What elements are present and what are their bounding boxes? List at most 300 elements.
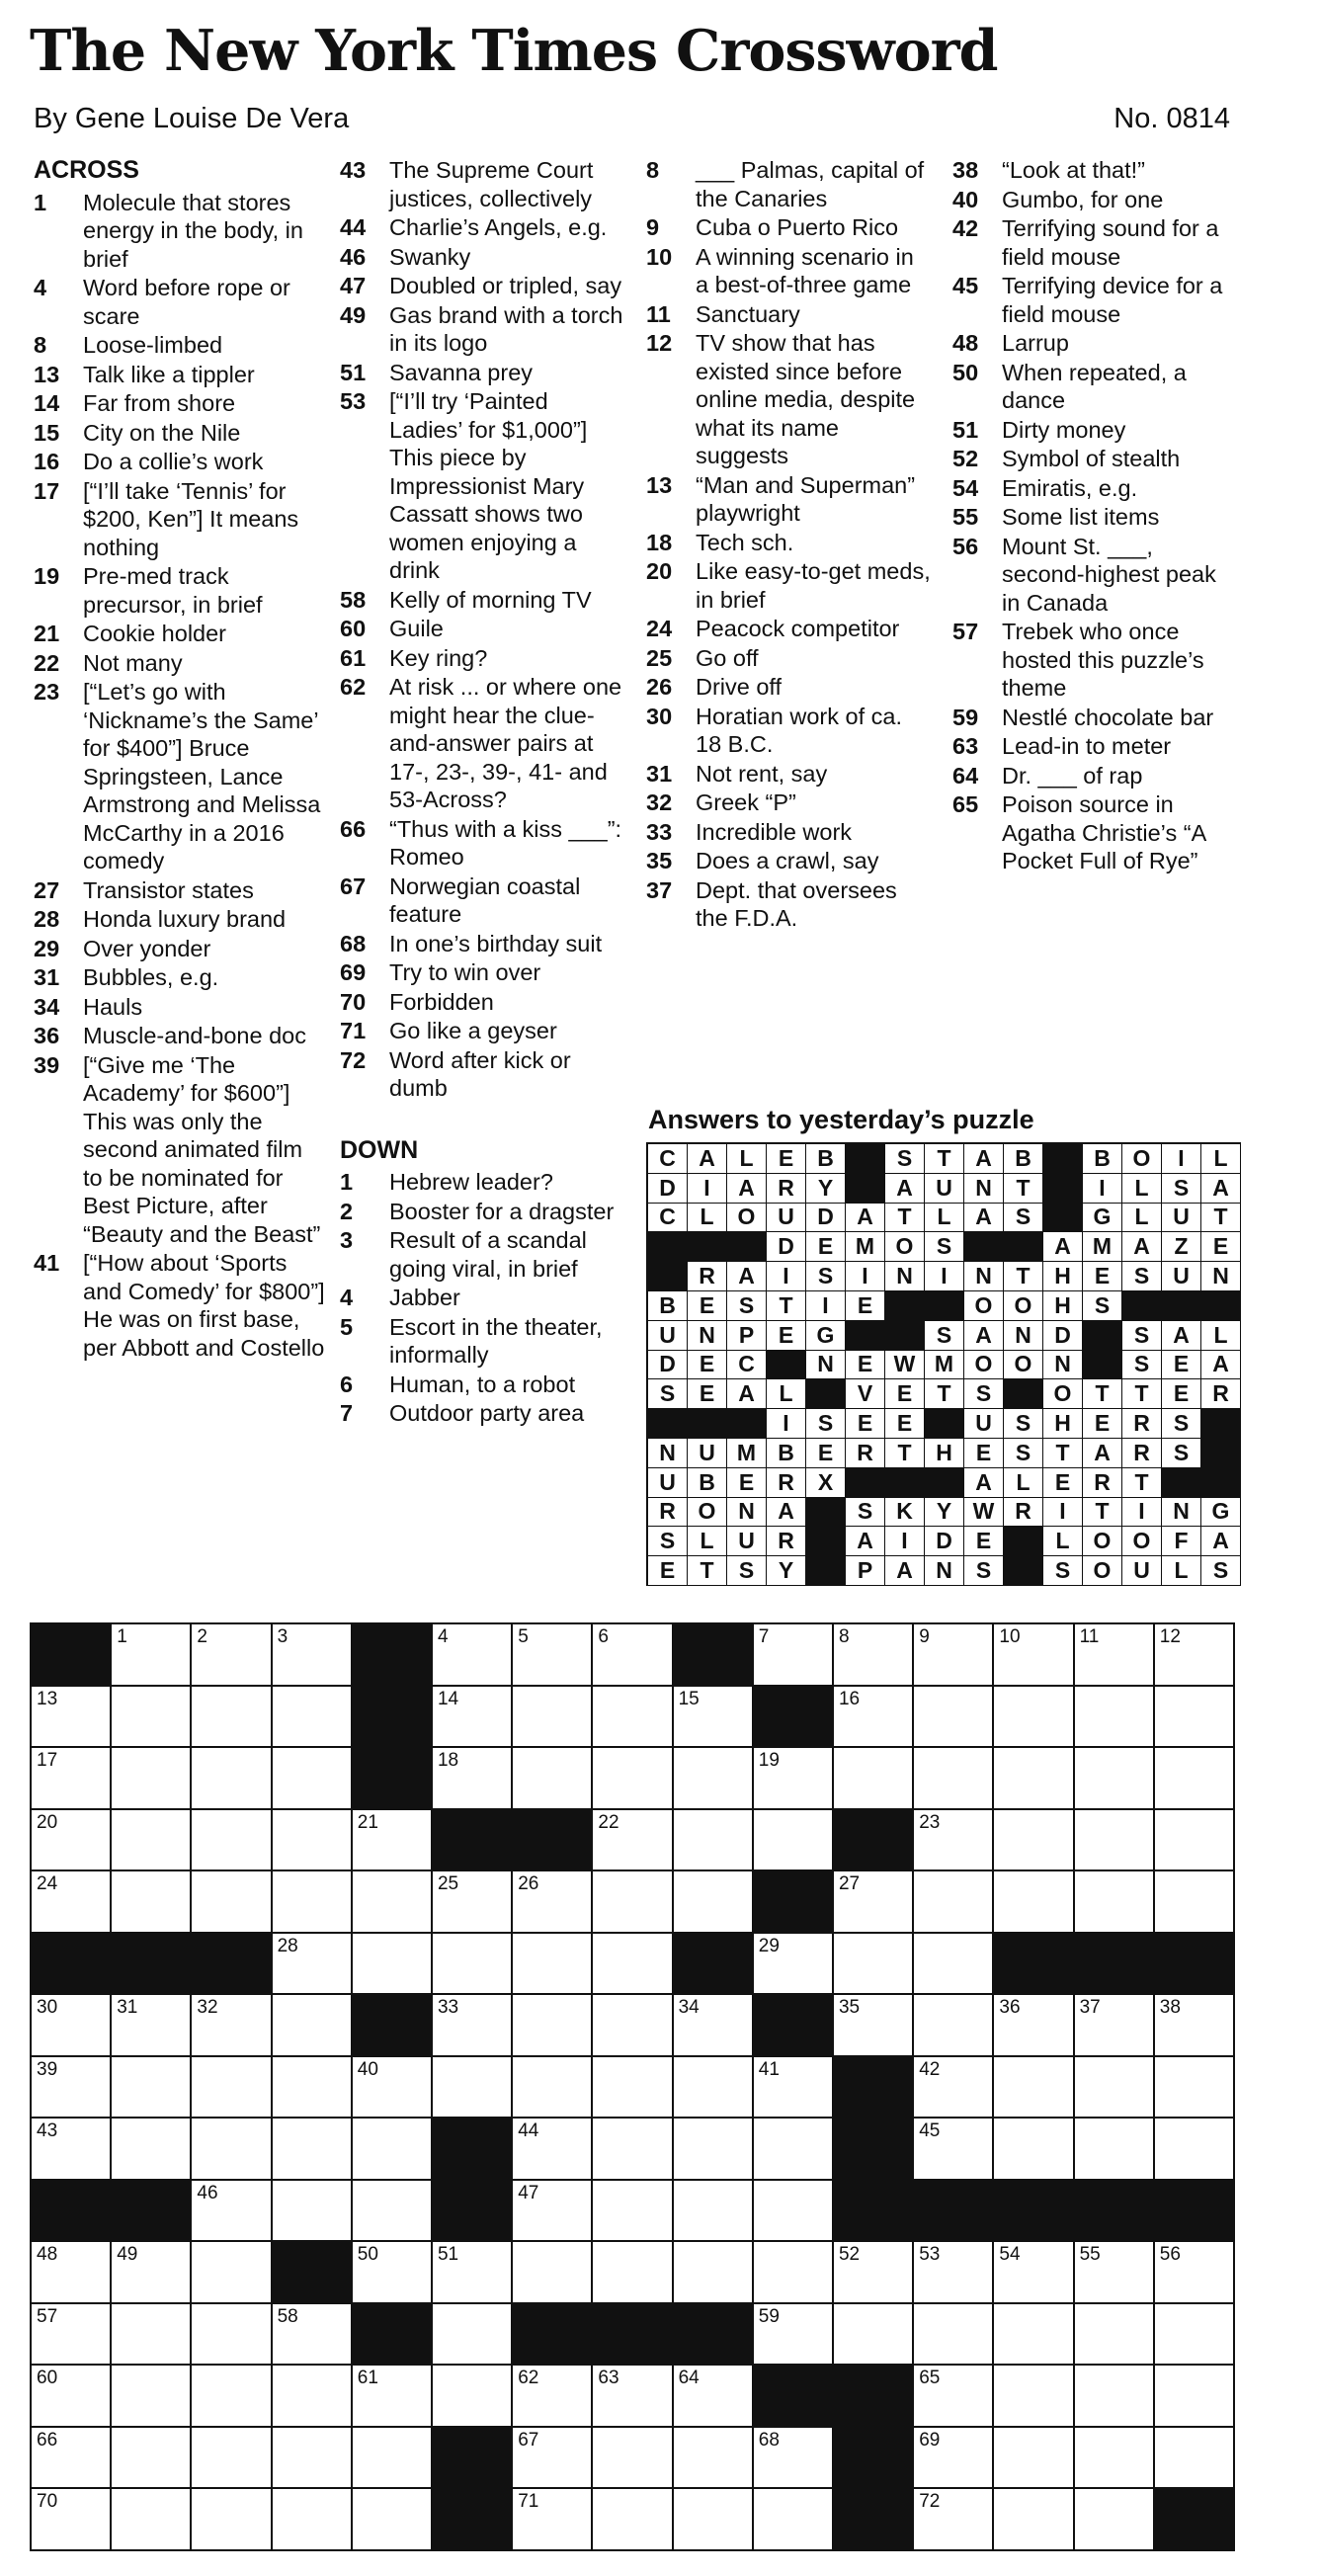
grid-square[interactable] — [834, 2242, 914, 2304]
clue-item — [952, 214, 1239, 271]
answer-letter: R — [767, 1468, 806, 1498]
grid-square[interactable] — [192, 2428, 272, 2490]
grid-square[interactable] — [513, 1687, 593, 1749]
answer-letter: I — [1043, 1498, 1083, 1528]
grid-square[interactable] — [1155, 1871, 1235, 1934]
grid-square[interactable] — [593, 1810, 673, 1872]
clue-number: 21 — [34, 621, 60, 646]
grid-square[interactable] — [513, 1871, 593, 1934]
grid-square[interactable] — [754, 2242, 834, 2304]
grid-square[interactable] — [1155, 1995, 1235, 2057]
grid-square[interactable] — [914, 1995, 994, 2057]
grid-square[interactable] — [1155, 2057, 1235, 2119]
grid-square[interactable] — [513, 2057, 593, 2119]
square-number: 12 — [1159, 1626, 1181, 1647]
square-number: 60 — [37, 2368, 58, 2389]
answer-black-square — [727, 1409, 767, 1439]
grid-square[interactable] — [112, 2428, 192, 2490]
clue-item — [340, 615, 626, 643]
grid-square[interactable] — [593, 2366, 673, 2428]
grid-square[interactable] — [433, 1748, 513, 1810]
grid-square[interactable] — [433, 1871, 513, 1934]
clue-text: Swanky — [389, 243, 471, 270]
grid-square[interactable] — [513, 1934, 593, 1996]
grid-square[interactable] — [353, 2489, 433, 2551]
answer-letter: U — [648, 1321, 688, 1351]
grid-square[interactable] — [273, 2489, 353, 2551]
square-number: 47 — [518, 2182, 539, 2203]
grid-square[interactable] — [353, 2119, 433, 2181]
clue-item — [646, 471, 933, 528]
grid-square[interactable] — [914, 2119, 994, 2181]
answer-letter: T — [1004, 1262, 1043, 1291]
clue-item — [646, 876, 933, 933]
grid-square[interactable] — [192, 1871, 272, 1934]
answer-black-square — [1162, 1468, 1201, 1498]
answer-black-square — [925, 1409, 964, 1439]
grid-square[interactable] — [754, 2304, 834, 2367]
square-number: 41 — [758, 2058, 780, 2080]
grid-square[interactable] — [914, 2304, 994, 2367]
grid-square[interactable] — [994, 1810, 1074, 1872]
grid-square[interactable] — [32, 2057, 112, 2119]
grid-square[interactable] — [593, 1748, 673, 1810]
grid-square[interactable] — [513, 2181, 593, 2243]
grid-square[interactable] — [1075, 1748, 1155, 1810]
grid-square[interactable] — [32, 1687, 112, 1749]
grid-square[interactable] — [1155, 2366, 1235, 2428]
grid-square[interactable] — [353, 1810, 433, 1872]
answer-letter: L — [688, 1527, 727, 1556]
grid-square[interactable] — [192, 1687, 272, 1749]
grid-square[interactable] — [914, 2428, 994, 2490]
grid-square[interactable] — [593, 1995, 673, 2057]
grid-square[interactable] — [1075, 1810, 1155, 1872]
grid-square[interactable] — [994, 1748, 1074, 1810]
answer-letter: S — [1201, 1556, 1241, 1586]
answer-letter: E — [688, 1351, 727, 1380]
clue-item — [340, 243, 626, 272]
square-number: 11 — [1079, 1626, 1100, 1647]
grid-square[interactable] — [994, 2057, 1074, 2119]
answer-letter: U — [648, 1468, 688, 1498]
grid-square[interactable] — [32, 1748, 112, 1810]
grid-square[interactable] — [273, 2119, 353, 2181]
answer-black-square — [688, 1409, 727, 1439]
grid-square[interactable] — [834, 1871, 914, 1934]
grid-square[interactable] — [994, 2119, 1074, 2181]
grid-square[interactable] — [353, 2181, 433, 2243]
grid-square[interactable] — [273, 1934, 353, 1996]
answer-letter: T — [885, 1204, 925, 1233]
grid-square[interactable] — [513, 1748, 593, 1810]
grid-square[interactable] — [1155, 1810, 1235, 1872]
answer-letter: A — [964, 1468, 1004, 1498]
answer-letter: S — [648, 1527, 688, 1556]
clue-item — [340, 1371, 626, 1399]
answer-black-square — [767, 1351, 806, 1380]
grid-square[interactable] — [834, 2304, 914, 2367]
answer-letter: O — [1083, 1527, 1122, 1556]
grid-square[interactable] — [112, 2242, 192, 2304]
grid-square[interactable] — [914, 2366, 994, 2428]
grid-square[interactable] — [1075, 2428, 1155, 2490]
grid-square[interactable] — [593, 2057, 673, 2119]
grid-square[interactable] — [433, 2242, 513, 2304]
clue-item — [34, 477, 325, 562]
grid-square[interactable] — [834, 1934, 914, 1996]
grid-square[interactable] — [914, 1871, 994, 1934]
grid-square[interactable] — [834, 1995, 914, 2057]
black-square — [994, 1934, 1074, 1996]
grid-square[interactable] — [1155, 1687, 1235, 1749]
grid-square[interactable] — [273, 1810, 353, 1872]
grid-square[interactable] — [674, 2119, 754, 2181]
grid-square[interactable] — [914, 1934, 994, 1996]
clue-text: Like easy-to-get meds, in brief — [696, 558, 931, 613]
clue-text: Guile — [389, 616, 444, 641]
answer-black-square — [1043, 1174, 1083, 1204]
black-square — [192, 1934, 272, 1996]
grid-square[interactable] — [1155, 2428, 1235, 2490]
square-number: 18 — [437, 1750, 459, 1772]
grid-square[interactable] — [1075, 2489, 1155, 2551]
grid-square[interactable] — [273, 1995, 353, 2057]
square-number: 68 — [758, 2429, 780, 2451]
square-number: 57 — [37, 2305, 58, 2327]
grid-square[interactable] — [674, 1995, 754, 2057]
grid-square[interactable] — [914, 2242, 994, 2304]
clue-text: [“How about ‘Sports and Comedy’ for $800”] He was on first base, per Abbott and Costello — [83, 1250, 325, 1361]
clue-number: 62 — [340, 674, 367, 700]
grid-square[interactable] — [32, 2242, 112, 2304]
grid-square[interactable] — [112, 2366, 192, 2428]
grid-square[interactable] — [433, 2304, 513, 2367]
grid-square[interactable] — [994, 1624, 1074, 1687]
answer-letter: E — [964, 1439, 1004, 1468]
grid-square[interactable] — [32, 2428, 112, 2490]
grid-square[interactable] — [754, 2119, 834, 2181]
grid-square[interactable] — [32, 1810, 112, 1872]
clue-column-2 — [340, 156, 626, 1429]
grid-square[interactable] — [593, 2181, 673, 2243]
answer-letter: P — [727, 1321, 767, 1351]
grid-square[interactable] — [112, 1687, 192, 1749]
grid-square[interactable] — [674, 1687, 754, 1749]
grid-square[interactable] — [32, 1995, 112, 2057]
grid-square[interactable] — [273, 2181, 353, 2243]
grid-square[interactable] — [593, 2119, 673, 2181]
grid-square[interactable] — [112, 2119, 192, 2181]
clue-item — [646, 329, 933, 470]
clue-number: 58 — [340, 586, 367, 613]
grid-square[interactable] — [513, 2119, 593, 2181]
square-number: 51 — [437, 2244, 459, 2266]
grid-square[interactable] — [112, 1748, 192, 1810]
grid-square[interactable] — [914, 2489, 994, 2551]
clue-text: [“I’ll take ‘Tennis’ for $200, Ken”] It means nothing — [83, 477, 299, 560]
answers-grid — [646, 1142, 1241, 1586]
answer-letter: E — [846, 1409, 885, 1439]
grid-square[interactable] — [1075, 2119, 1155, 2181]
grid-square[interactable] — [1075, 1995, 1155, 2057]
grid-square[interactable] — [433, 1687, 513, 1749]
grid-square[interactable] — [192, 1810, 272, 1872]
grid-square[interactable] — [834, 1687, 914, 1749]
grid-square[interactable] — [1155, 2242, 1235, 2304]
answer-letter: I — [1122, 1498, 1162, 1528]
grid-square[interactable] — [674, 2428, 754, 2490]
answer-letter: R — [1122, 1409, 1162, 1439]
grid-square[interactable] — [273, 1687, 353, 1749]
answer-letter: R — [767, 1527, 806, 1556]
grid-square[interactable] — [674, 2242, 754, 2304]
grid-square[interactable] — [353, 2366, 433, 2428]
answer-black-square — [1122, 1291, 1162, 1321]
clue-number: 44 — [340, 214, 367, 240]
answer-letter: U — [688, 1439, 727, 1468]
grid-square[interactable] — [353, 2428, 433, 2490]
answer-letter: B — [1083, 1144, 1122, 1174]
grid-square[interactable] — [754, 2057, 834, 2119]
square-number: 7 — [758, 1626, 770, 1647]
grid-square[interactable] — [112, 2057, 192, 2119]
black-square — [353, 1748, 433, 1810]
grid-square[interactable] — [32, 2304, 112, 2367]
grid-square[interactable] — [1075, 2304, 1155, 2367]
grid-square[interactable] — [914, 1624, 994, 1687]
grid-square[interactable] — [433, 1934, 513, 1996]
grid-square[interactable] — [192, 1624, 272, 1687]
grid-square[interactable] — [914, 2057, 994, 2119]
black-square — [834, 1810, 914, 1872]
clue-text: “Thus with a kiss ___”: Romeo — [389, 815, 622, 870]
grid-square[interactable] — [1155, 2119, 1235, 2181]
grid-square[interactable] — [674, 1810, 754, 1872]
grid-square[interactable] — [994, 1871, 1074, 1934]
grid-square[interactable] — [674, 2366, 754, 2428]
grid-square[interactable] — [1075, 1687, 1155, 1749]
grid-square[interactable] — [192, 2242, 272, 2304]
clue-text: Peacock competitor — [696, 616, 900, 641]
grid-square[interactable] — [433, 2057, 513, 2119]
grid-square[interactable] — [273, 1624, 353, 1687]
crossword-grid — [30, 1622, 1235, 2551]
clue-number: 69 — [340, 959, 367, 985]
answer-letter: T — [1201, 1204, 1241, 1233]
grid-square[interactable] — [914, 1687, 994, 1749]
answer-letter: A — [1201, 1351, 1241, 1380]
grid-square[interactable] — [513, 2428, 593, 2490]
grid-square[interactable] — [1155, 1624, 1235, 1687]
grid-square[interactable] — [593, 1871, 673, 1934]
grid-square[interactable] — [433, 1995, 513, 2057]
grid-square[interactable] — [754, 1624, 834, 1687]
clue-text: TV show that has existed since before online media, despite what its name suggests — [696, 330, 916, 468]
grid-square[interactable] — [674, 2181, 754, 2243]
grid-square[interactable] — [112, 1810, 192, 1872]
clue-number: 5 — [340, 1313, 354, 1340]
grid-square[interactable] — [273, 2428, 353, 2490]
answer-letter: M — [727, 1439, 767, 1468]
grid-square[interactable] — [353, 1934, 433, 1996]
grid-square[interactable] — [513, 2366, 593, 2428]
grid-square[interactable] — [112, 2489, 192, 2551]
square-number: 13 — [37, 1688, 58, 1709]
grid-square[interactable] — [994, 2304, 1074, 2367]
grid-square[interactable] — [1155, 1748, 1235, 1810]
square-number: 32 — [197, 1997, 218, 2019]
clue-item — [646, 847, 933, 875]
clue-item — [34, 1051, 325, 1249]
black-square — [834, 2057, 914, 2119]
black-square — [1155, 2489, 1235, 2551]
grid-square[interactable] — [994, 2489, 1074, 2551]
grid-square[interactable] — [834, 1748, 914, 1810]
grid-square[interactable] — [433, 2366, 513, 2428]
grid-square[interactable] — [513, 1995, 593, 2057]
answer-letter: E — [1083, 1409, 1122, 1439]
answer-letter: D — [767, 1232, 806, 1262]
grid-square[interactable] — [273, 1871, 353, 1934]
answer-letter: L — [727, 1144, 767, 1174]
answer-black-square — [648, 1409, 688, 1439]
grid-square[interactable] — [192, 2057, 272, 2119]
clue-item — [340, 1399, 626, 1428]
grid-square[interactable] — [433, 1624, 513, 1687]
clue-text: Dirty money — [1002, 416, 1126, 443]
clue-item — [646, 673, 933, 702]
grid-square[interactable] — [513, 2489, 593, 2551]
grid-square[interactable] — [192, 2181, 272, 2243]
grid-square[interactable] — [674, 1748, 754, 1810]
grid-square[interactable] — [994, 2366, 1074, 2428]
answer-letter: I — [1162, 1144, 1201, 1174]
grid-square[interactable] — [593, 2489, 673, 2551]
grid-square[interactable] — [593, 2242, 673, 2304]
grid-square[interactable] — [112, 2304, 192, 2367]
clue-item — [340, 1017, 626, 1045]
clue-text: Go off — [696, 644, 759, 671]
grid-square[interactable] — [994, 1995, 1074, 2057]
grid-square[interactable] — [192, 2489, 272, 2551]
answer-letter: E — [885, 1379, 925, 1409]
grid-square[interactable] — [674, 2057, 754, 2119]
answer-letter: R — [1201, 1379, 1241, 1409]
grid-square[interactable] — [353, 2057, 433, 2119]
grid-square[interactable] — [192, 1748, 272, 1810]
clue-number: 19 — [34, 563, 60, 589]
grid-square[interactable] — [754, 1748, 834, 1810]
answer-black-square — [1201, 1409, 1241, 1439]
grid-square[interactable] — [192, 1995, 272, 2057]
grid-square[interactable] — [353, 2242, 433, 2304]
answer-letter: I — [885, 1527, 925, 1556]
square-number: 59 — [758, 2305, 780, 2327]
grid-square[interactable] — [1075, 2366, 1155, 2428]
clue-text: Far from shore — [83, 390, 236, 416]
answer-black-square — [846, 1321, 885, 1351]
grid-square[interactable] — [994, 2428, 1074, 2490]
grid-square[interactable] — [273, 2304, 353, 2367]
answer-letter: R — [648, 1498, 688, 1528]
clue-text: Pre-med track precursor, in brief — [83, 563, 263, 618]
grid-square[interactable] — [273, 2057, 353, 2119]
grid-square[interactable] — [192, 2304, 272, 2367]
clue-text: Hauls — [83, 993, 143, 1020]
grid-square[interactable] — [112, 1624, 192, 1687]
clue-text: Escort in the theater, informally — [389, 1313, 603, 1368]
grid-square[interactable] — [994, 2242, 1074, 2304]
clue-number: 72 — [340, 1046, 367, 1073]
clue-text: Savanna prey — [389, 359, 534, 385]
grid-square[interactable] — [32, 2366, 112, 2428]
grid-square[interactable] — [273, 1748, 353, 1810]
square-number: 21 — [357, 1811, 378, 1833]
grid-square[interactable] — [1075, 2242, 1155, 2304]
grid-square[interactable] — [1075, 2057, 1155, 2119]
grid-square[interactable] — [273, 2366, 353, 2428]
grid-square[interactable] — [754, 2181, 834, 2243]
clue-number: 67 — [340, 873, 367, 899]
grid-square[interactable] — [834, 1624, 914, 1687]
square-number: 9 — [919, 1626, 930, 1647]
grid-square[interactable] — [112, 1995, 192, 2057]
grid-square[interactable] — [32, 2119, 112, 2181]
black-square — [1075, 1934, 1155, 1996]
grid-square[interactable] — [754, 2428, 834, 2490]
grid-square[interactable] — [914, 1748, 994, 1810]
grid-square[interactable] — [192, 2119, 272, 2181]
black-square — [674, 1624, 754, 1687]
clue-text: Loose-limbed — [83, 332, 223, 358]
grid-square[interactable] — [353, 1871, 433, 1934]
grid-square[interactable] — [674, 2489, 754, 2551]
answer-letter: L — [1201, 1321, 1241, 1351]
clue-text: Terrifying device for a field mouse — [1002, 273, 1223, 327]
grid-square[interactable] — [593, 1934, 673, 1996]
grid-square[interactable] — [754, 2489, 834, 2551]
grid-square[interactable] — [593, 1624, 673, 1687]
answer-letter: S — [1004, 1439, 1043, 1468]
clue-item — [34, 649, 325, 678]
answer-black-square — [727, 1232, 767, 1262]
grid-square[interactable] — [32, 1871, 112, 1934]
grid-square[interactable] — [1075, 1871, 1155, 1934]
grid-square[interactable] — [192, 2366, 272, 2428]
grid-square[interactable] — [914, 1810, 994, 1872]
grid-square[interactable] — [674, 1871, 754, 1934]
grid-square[interactable] — [513, 1624, 593, 1687]
grid-square[interactable] — [1155, 2304, 1235, 2367]
square-number: 72 — [919, 2491, 941, 2513]
clue-number: 51 — [952, 416, 979, 443]
grid-square[interactable] — [754, 1810, 834, 1872]
clue-text: Nestlé chocolate bar — [1002, 704, 1214, 730]
square-number: 2 — [197, 1626, 207, 1647]
grid-square[interactable] — [994, 1687, 1074, 1749]
clue-item — [340, 301, 626, 358]
answer-letter: A — [1122, 1232, 1162, 1262]
grid-square[interactable] — [754, 1934, 834, 1996]
grid-square[interactable] — [32, 2489, 112, 2551]
grid-square[interactable] — [593, 1687, 673, 1749]
grid-square[interactable] — [593, 2428, 673, 2490]
grid-square[interactable] — [112, 1871, 192, 1934]
grid-square[interactable] — [513, 2242, 593, 2304]
grid-square[interactable] — [1075, 1624, 1155, 1687]
square-number: 42 — [919, 2058, 941, 2080]
